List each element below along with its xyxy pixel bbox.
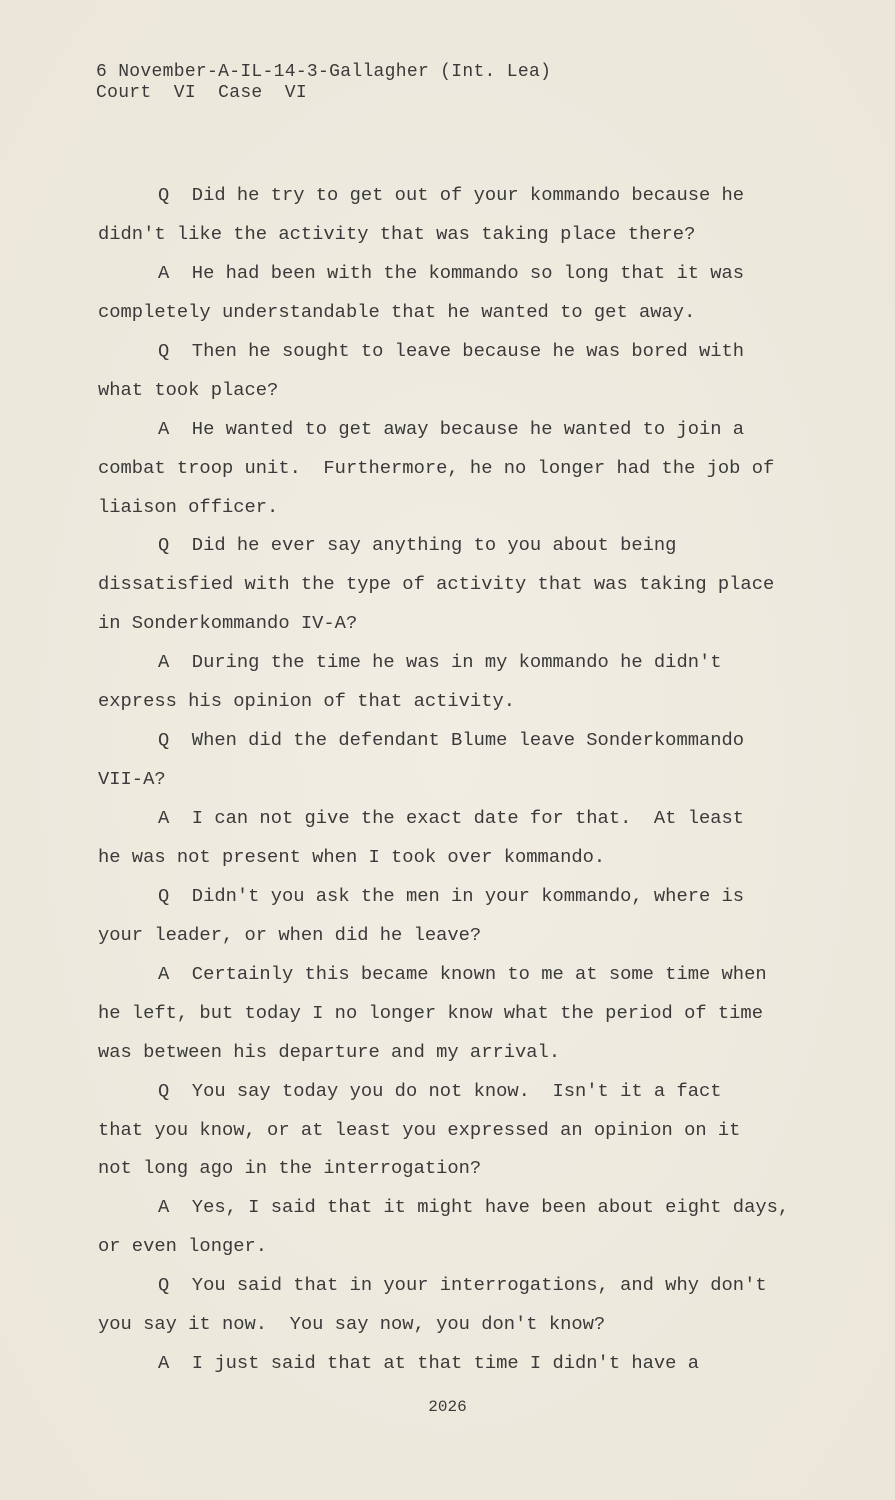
transcript-line: Q Did he ever say anything to you about being (158, 534, 677, 557)
page-number: 2026 (428, 1398, 467, 1416)
transcript-line: dissatisfied with the type of activity that was taking place (98, 573, 775, 596)
header-line-2: Court VI Case VI (96, 83, 307, 103)
transcript-line: you say it now. You say now, you don't know? (98, 1313, 606, 1336)
transcript-line: Q You said that in your interrogations, and why don't (158, 1274, 767, 1297)
transcript-line: he left, but today I no longer know what the period of time (98, 1001, 763, 1024)
transcript-line: A He had been with the kommando so long that it was (158, 261, 745, 284)
transcript-line: Q Did he try to get out of your kommando because he (158, 184, 745, 206)
transcript-line: A I just said that at that time I didn't have a (158, 1352, 699, 1375)
transcript-line: that you know, or at least you expressed an opinion on it (98, 1118, 741, 1141)
transcript-line: completely understandable that he wanted to get away. (98, 300, 696, 323)
transcript-line: in Sonderkommando IV-A? (98, 612, 358, 635)
transcript-line: or even longer. (98, 1235, 268, 1258)
transcript-line: didn't like the activity that was taking place there? (98, 222, 696, 245)
transcript-line: liaison officer. (98, 495, 279, 518)
transcript-line: express his opinion of that activity. (98, 690, 516, 713)
transcript-line: Q Then he sought to leave because he was bored with (158, 339, 745, 362)
transcript-line: A Certainly this became known to me at some time when (158, 962, 767, 985)
transcript-line: A Yes, I said that it might have been about eight days, (158, 1196, 790, 1219)
transcript-line: Q You say today you do not know. Isn't it a fact (158, 1079, 722, 1102)
transcript-line: Q When did the defendant Blume leave Sonderkommando (158, 729, 745, 752)
transcript-line: not long ago in the interrogation? (98, 1157, 482, 1180)
transcript-body (98, 176, 828, 1383)
transcript-line: combat troop unit. Furthermore, he no longer had the job of (98, 456, 775, 479)
transcript-line: he was not present when I took over kommando. (98, 845, 606, 868)
transcript-line: Q Didn't you ask the men in your kommando, where is (158, 884, 745, 907)
transcript-line: VII-A? (98, 768, 166, 791)
transcript-line: was between his departure and my arrival. (98, 1040, 561, 1063)
transcript-line: A I can not give the exact date for that. At least (158, 807, 745, 829)
transcript-line: A During the time he was in my kommando he didn't (158, 651, 722, 674)
header-line-1: 6 November-A-IL-14-3-Gallagher (Int. Lea) (96, 62, 552, 82)
transcript-line: your leader, or when did he leave? (98, 923, 482, 946)
transcript-line: what took place? (98, 378, 279, 401)
transcript-line: A He wanted to get away because he wanted to join a (158, 417, 745, 440)
